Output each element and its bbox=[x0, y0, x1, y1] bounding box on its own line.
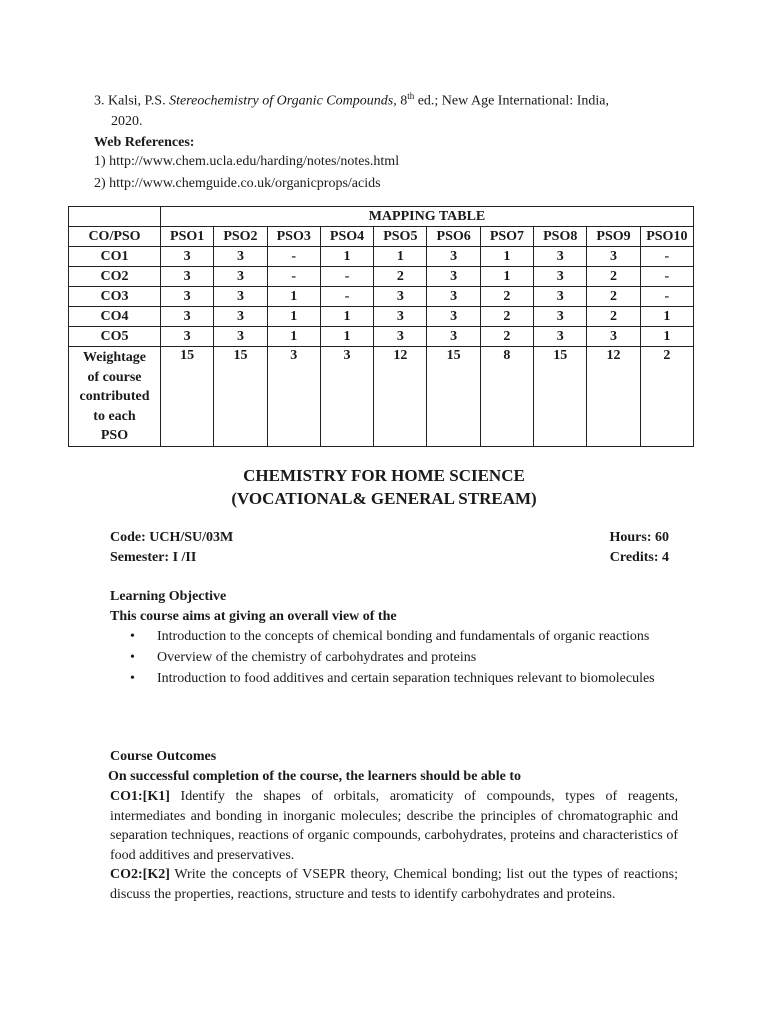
list-item bbox=[110, 627, 678, 647]
table-row bbox=[69, 267, 694, 287]
bullet-icon: • bbox=[130, 629, 135, 644]
table-cell: 3 bbox=[427, 307, 480, 327]
table-cell: 2 bbox=[587, 267, 640, 287]
table-cell: 1 bbox=[480, 267, 533, 287]
table-cell: 3 bbox=[214, 307, 267, 327]
row-label: CO3 bbox=[69, 287, 161, 307]
table-cell: 3 bbox=[534, 267, 587, 287]
header-pso9: PSO9 bbox=[587, 227, 640, 247]
ref3-prefix: 3. Kalsi, P.S. bbox=[94, 93, 170, 109]
web-reference-link-2[interactable]: 2) http://www.chemguide.co.uk/organicprops/acids bbox=[94, 176, 381, 191]
course-hours: Hours: 60 bbox=[609, 530, 669, 545]
table-cell: 1 bbox=[267, 307, 320, 327]
table-row bbox=[69, 327, 694, 347]
header-pso7: PSO7 bbox=[480, 227, 533, 247]
table-cell: 3 bbox=[427, 247, 480, 267]
bullet-icon: • bbox=[130, 650, 135, 665]
header-co-pso: CO/PSO bbox=[69, 227, 161, 247]
table-cell: 1 bbox=[267, 287, 320, 307]
reference-item-3 bbox=[94, 86, 694, 132]
table-cell: 1 bbox=[320, 327, 373, 347]
course-outcomes-intro: On successful completion of the course, the learners should be able to bbox=[108, 769, 521, 784]
ref3-publisher: ed.; New Age International: India, bbox=[414, 93, 609, 109]
web-references-heading: Web References: bbox=[94, 135, 195, 150]
table-cell: 3 bbox=[214, 287, 267, 307]
learning-objective-intro: This course aims at giving an overall view of the bbox=[110, 609, 397, 624]
co1-text: Identify the shapes of orbitals, aromaticity of compounds, types of reagents, intermediates and bonding in inorganic molecules; describe the principles of chromatographic and separation techniques, reactions of organic compounds, carbohydrates, proteins and characteristics of food additives and preservatives. bbox=[110, 789, 678, 863]
table-cell: 3 bbox=[374, 287, 427, 307]
weightage-value: 15 bbox=[534, 347, 587, 447]
ref3-edition-sup: th bbox=[407, 91, 415, 101]
table-cell: 3 bbox=[427, 327, 480, 347]
weightage-value: 3 bbox=[267, 347, 320, 447]
co2-label: CO2:[K2] bbox=[110, 867, 170, 882]
table-cell: 3 bbox=[374, 307, 427, 327]
table-cell: 1 bbox=[267, 327, 320, 347]
table-cell: 3 bbox=[161, 267, 214, 287]
header-pso10: PSO10 bbox=[640, 227, 693, 247]
mapping-table-title: MAPPING TABLE bbox=[161, 207, 694, 227]
list-item bbox=[110, 669, 678, 689]
course-semester: Semester: I /II bbox=[110, 550, 197, 565]
table-cell: 3 bbox=[214, 267, 267, 287]
table-cell: 2 bbox=[480, 307, 533, 327]
table-cell: - bbox=[267, 267, 320, 287]
table-cell: 3 bbox=[374, 327, 427, 347]
mapping-table bbox=[68, 206, 694, 447]
row-label: CO1 bbox=[69, 247, 161, 267]
table-cell: 1 bbox=[320, 247, 373, 267]
header-pso1: PSO1 bbox=[161, 227, 214, 247]
weightage-value: 15 bbox=[161, 347, 214, 447]
table-cell: - bbox=[320, 287, 373, 307]
table-row bbox=[69, 287, 694, 307]
web-reference-link-1[interactable]: 1) http://www.chem.ucla.edu/harding/notes/notes.html bbox=[94, 154, 400, 169]
table-cell: 2 bbox=[374, 267, 427, 287]
weightage-label-line: to each bbox=[93, 408, 136, 424]
ref3-edition: , 8 bbox=[393, 93, 408, 109]
course-title: CHEMISTRY FOR HOME SCIENCE bbox=[243, 466, 525, 485]
table-cell: 3 bbox=[427, 287, 480, 307]
weightage-label bbox=[69, 347, 161, 447]
table-cell: 2 bbox=[480, 327, 533, 347]
table-cell: 3 bbox=[161, 287, 214, 307]
header-pso8: PSO8 bbox=[534, 227, 587, 247]
table-cell: 1 bbox=[320, 307, 373, 327]
row-label: CO5 bbox=[69, 327, 161, 347]
course-outcome-co1 bbox=[110, 787, 678, 865]
table-cell: 1 bbox=[374, 247, 427, 267]
table-cell: 3 bbox=[534, 287, 587, 307]
table-cell: 3 bbox=[587, 327, 640, 347]
list-item-text: Introduction to the concepts of chemical bonding and fundamentals of organic reactions bbox=[157, 629, 650, 644]
bullet-icon: • bbox=[130, 671, 135, 686]
ref3-title: Stereochemistry of Organic Compounds bbox=[169, 93, 394, 109]
table-cell: - bbox=[640, 247, 693, 267]
table-row bbox=[69, 307, 694, 327]
weightage-value: 3 bbox=[320, 347, 373, 447]
weightage-value: 8 bbox=[480, 347, 533, 447]
weightage-label-line: contributed bbox=[79, 389, 150, 404]
list-item bbox=[110, 648, 678, 668]
ref3-year: 2020. bbox=[111, 113, 143, 129]
table-cell: 3 bbox=[161, 307, 214, 327]
course-outcome-co2 bbox=[110, 865, 678, 904]
table-cell: 3 bbox=[161, 247, 214, 267]
table-cell: - bbox=[320, 267, 373, 287]
course-subtitle: (VOCATIONAL& GENERAL STREAM) bbox=[231, 489, 537, 508]
table-cell: 3 bbox=[534, 247, 587, 267]
table-cell: - bbox=[640, 267, 693, 287]
table-body bbox=[69, 247, 694, 347]
course-credits: Credits: 4 bbox=[609, 550, 669, 565]
weightage-value: 12 bbox=[587, 347, 640, 447]
list-item-text: Overview of the chemistry of carbohydrates and proteins bbox=[157, 650, 477, 665]
course-code: Code: UCH/SU/03M bbox=[110, 530, 234, 545]
row-label: CO2 bbox=[69, 267, 161, 287]
table-corner-blank bbox=[69, 207, 161, 227]
table-cell: - bbox=[640, 287, 693, 307]
co1-label: CO1:[K1] bbox=[110, 789, 170, 804]
course-outcomes-heading: Course Outcomes bbox=[110, 749, 217, 764]
weightage-value: 15 bbox=[214, 347, 267, 447]
table-cell: 3 bbox=[214, 247, 267, 267]
weightage-label-line: PSO bbox=[100, 428, 129, 443]
table-cell: 2 bbox=[587, 287, 640, 307]
header-pso2: PSO2 bbox=[214, 227, 267, 247]
header-pso4: PSO4 bbox=[320, 227, 373, 247]
table-cell: 1 bbox=[480, 247, 533, 267]
table-cell: 2 bbox=[587, 307, 640, 327]
header-pso5: PSO5 bbox=[374, 227, 427, 247]
weightage-label-line: of course bbox=[87, 369, 142, 385]
table-cell: 3 bbox=[427, 267, 480, 287]
table-cell: - bbox=[267, 247, 320, 267]
table-cell: 3 bbox=[214, 327, 267, 347]
learning-objective-heading: Learning Objective bbox=[110, 589, 227, 604]
weightage-row bbox=[69, 347, 694, 447]
header-pso3: PSO3 bbox=[267, 227, 320, 247]
table-cell: 3 bbox=[161, 327, 214, 347]
table-cell: 3 bbox=[534, 327, 587, 347]
table-cell: 2 bbox=[480, 287, 533, 307]
header-pso6: PSO6 bbox=[427, 227, 480, 247]
table-cell: 3 bbox=[587, 247, 640, 267]
weightage-value: 12 bbox=[374, 347, 427, 447]
weightage-value: 2 bbox=[640, 347, 693, 447]
list-item-text: Introduction to food additives and certain separation techniques relevant to biomolecules bbox=[157, 671, 655, 686]
table-cell: 3 bbox=[534, 307, 587, 327]
table-header-row bbox=[69, 227, 694, 247]
weightage-label-line: Weightage bbox=[83, 350, 146, 365]
table-cell: 1 bbox=[640, 327, 693, 347]
learning-objective-list bbox=[110, 627, 678, 690]
co2-text: Write the concepts of VSEPR theory, Chemical bonding; list out the types of reactions; discuss the properties, reactions, structure and tests to identify carbohydrates and proteins. bbox=[110, 867, 678, 902]
row-label: CO4 bbox=[69, 307, 161, 327]
table-cell: 1 bbox=[640, 307, 693, 327]
weightage-value: 15 bbox=[427, 347, 480, 447]
table-row bbox=[69, 247, 694, 267]
